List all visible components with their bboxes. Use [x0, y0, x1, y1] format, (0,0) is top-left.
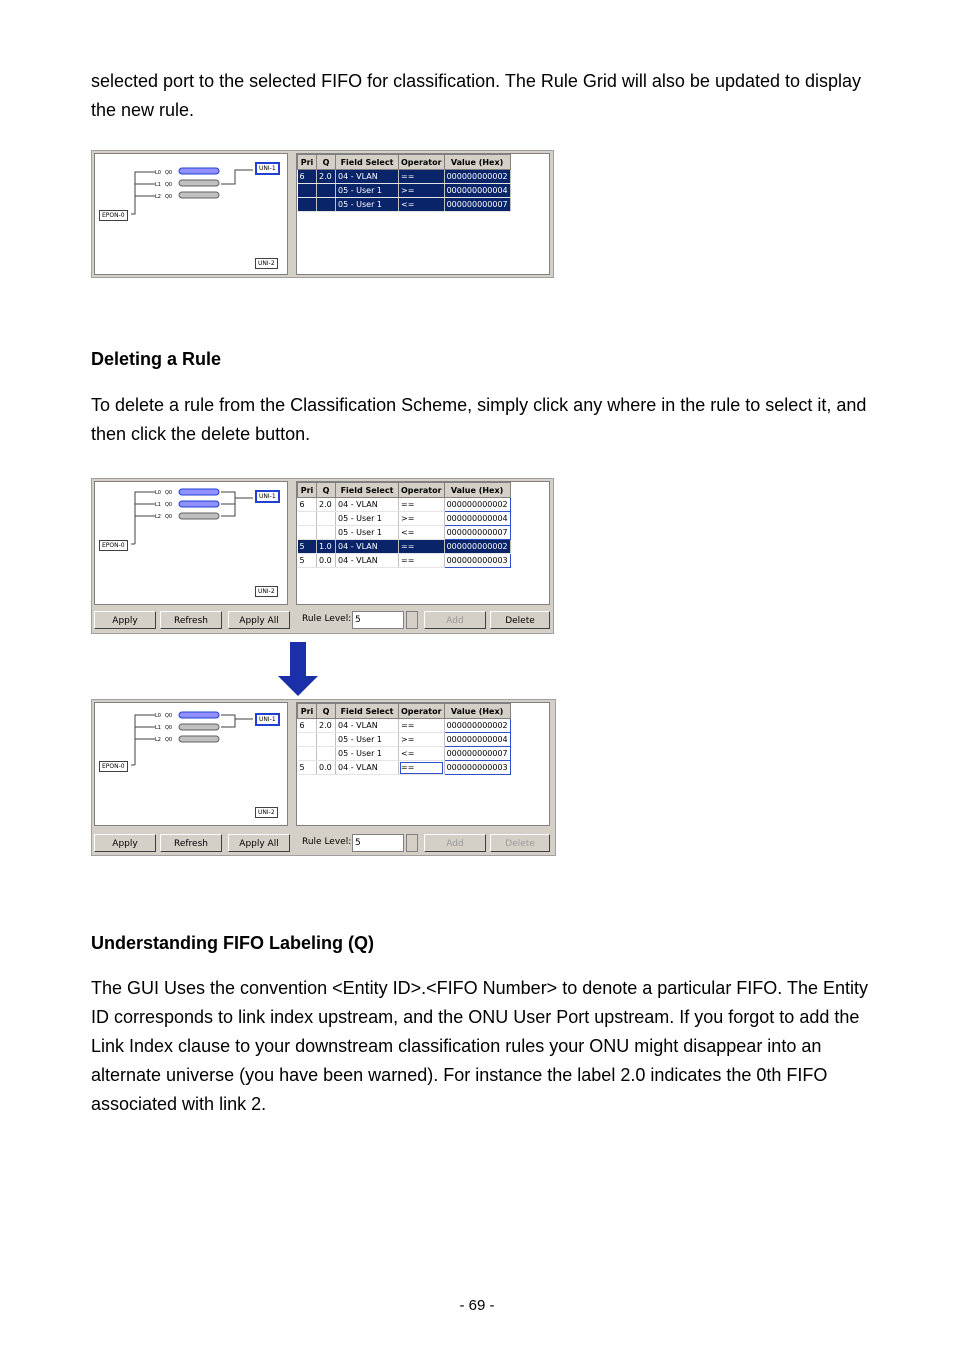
table-row[interactable]: [298, 554, 511, 568]
col-value[interactable]: Value (Hex): [444, 704, 510, 719]
rule-grid[interactable]: [296, 481, 550, 605]
link-label: L1: [155, 502, 161, 508]
cell-value: 000000000002: [444, 540, 510, 554]
intro-paragraph: selected port to the selected FIFO for classification. The Rule Grid will also be updated to display the new rule.: [91, 71, 862, 120]
cell-field: 04 - VLAN: [336, 498, 399, 512]
cell-op: <=: [399, 198, 445, 212]
cell-value: 000000000007: [444, 198, 510, 212]
table-row[interactable]: [298, 719, 511, 733]
cell-value: 000000000003: [444, 761, 510, 775]
table-row[interactable]: [298, 498, 511, 512]
apply-button[interactable]: Apply: [94, 834, 156, 852]
fifo-bar: [179, 736, 219, 742]
fifo-label: Q0: [165, 502, 173, 508]
col-field-select[interactable]: Field Select: [336, 704, 399, 719]
uni2-node[interactable]: UNI-2: [255, 807, 278, 818]
fifo-bar: [179, 192, 219, 198]
link-label: L2: [155, 737, 161, 743]
cell-q: [317, 198, 336, 212]
cell-op: >=: [399, 733, 445, 747]
cell-value: 000000000003: [444, 554, 510, 568]
add-button[interactable]: Add: [424, 611, 486, 629]
classification-diagram: [94, 481, 288, 605]
rule-level-spinner[interactable]: [406, 834, 418, 852]
cell-value: 000000000002: [444, 498, 510, 512]
col-q[interactable]: Q: [317, 483, 336, 498]
fifo-label: Q0: [165, 737, 173, 743]
fifo-bar: [179, 724, 219, 730]
apply-all-button[interactable]: Apply All: [228, 834, 290, 852]
rule-grid[interactable]: [296, 153, 550, 275]
fifo-bar: [179, 513, 219, 519]
table-row[interactable]: [298, 733, 511, 747]
screenshot-before-delete: [91, 478, 554, 634]
fifo-label: Q0: [165, 170, 173, 176]
col-value[interactable]: Value (Hex): [444, 483, 510, 498]
page-number: - 69 -: [459, 1297, 495, 1314]
col-operator[interactable]: Operator: [399, 155, 445, 170]
rule-level-label: Rule Level:: [302, 837, 352, 847]
col-pri[interactable]: Pri: [298, 483, 317, 498]
heading-fifo-labeling: Understanding FIFO Labeling (Q): [91, 933, 374, 953]
apply-button[interactable]: Apply: [94, 611, 156, 629]
cell-field: 05 - User 1: [336, 512, 399, 526]
fifo-label: Q0: [165, 490, 173, 496]
cell-pri: [298, 526, 317, 540]
fifo-bar: [179, 489, 219, 495]
cell-field: 05 - User 1: [336, 526, 399, 540]
cell-value: 000000000002: [444, 170, 510, 184]
table-row[interactable]: [298, 512, 511, 526]
grid-header: [298, 483, 511, 498]
cell-op: ==: [399, 719, 445, 733]
cell-pri: [298, 733, 317, 747]
cell-pri: [298, 512, 317, 526]
cell-op: ==: [399, 540, 445, 554]
rule-level-input[interactable]: 5: [352, 611, 404, 629]
cell-pri: [298, 747, 317, 761]
rule-level-input[interactable]: 5: [352, 834, 404, 852]
cell-field: 04 - VLAN: [336, 540, 399, 554]
rule-table: [297, 703, 511, 775]
link-label: L0: [155, 490, 161, 496]
apply-all-button[interactable]: Apply All: [228, 611, 290, 629]
delete-button[interactable]: Delete: [490, 834, 550, 852]
fifo-bar: [179, 501, 219, 507]
col-q[interactable]: Q: [317, 155, 336, 170]
cell-op: <=: [399, 526, 445, 540]
link-label: L0: [155, 170, 161, 176]
col-operator[interactable]: Operator: [399, 704, 445, 719]
grid-header: [298, 155, 511, 170]
grid-header: [298, 704, 511, 719]
cell-q: 0.0: [317, 554, 336, 568]
cell-op: >=: [399, 184, 445, 198]
fifo-bar: [179, 180, 219, 186]
uni1-node[interactable]: UNI-1: [255, 713, 280, 726]
fifo-label: Q0: [165, 182, 173, 188]
cell-pri: 5: [298, 540, 317, 554]
delete-button[interactable]: Delete: [490, 611, 550, 629]
refresh-button[interactable]: Refresh: [160, 611, 222, 629]
cell-q: [317, 526, 336, 540]
cell-op: ==: [399, 761, 445, 775]
screenshot-after-delete: [91, 699, 556, 856]
table-row-selected[interactable]: [298, 540, 511, 554]
refresh-button[interactable]: Refresh: [160, 834, 222, 852]
cell-pri: 6: [298, 498, 317, 512]
table-row[interactable]: [298, 747, 511, 761]
col-value[interactable]: Value (Hex): [444, 155, 510, 170]
cell-field: 04 - VLAN: [336, 761, 399, 775]
cell-value: 000000000004: [444, 733, 510, 747]
cell-q: 1.0: [317, 540, 336, 554]
cell-op: <=: [399, 747, 445, 761]
table-row[interactable]: [298, 761, 511, 775]
uni2-node[interactable]: UNI-2: [255, 258, 278, 269]
col-q[interactable]: Q: [317, 704, 336, 719]
fifo-label: Q0: [165, 725, 173, 731]
rule-table: [297, 482, 511, 568]
cell-value: 000000000002: [444, 719, 510, 733]
cell-pri: [298, 198, 317, 212]
fifo-bar: [179, 712, 219, 718]
epon-node[interactable]: EPON-0: [99, 210, 128, 221]
col-field-select[interactable]: Field Select: [336, 483, 399, 498]
heading-deleting-rule: Deleting a Rule: [91, 349, 222, 369]
cell-pri: 5: [298, 761, 317, 775]
fifo-bar: [179, 168, 219, 174]
cell-pri: [298, 184, 317, 198]
cell-field: 04 - VLAN: [336, 554, 399, 568]
cell-q: 2.0: [317, 498, 336, 512]
uni1-node[interactable]: UNI-1: [255, 490, 280, 503]
uni2-node[interactable]: UNI-2: [255, 586, 278, 597]
cell-op: ==: [399, 498, 445, 512]
link-label: L2: [155, 514, 161, 520]
fifo-paragraph: The GUI Uses the convention <Entity ID>.<FIFO Number> to denote a particular FIFO. The Entity ID corresponds to link index upstream, and the ONU User Port upstream. If you forgot to add the Link Index clause to your downstream classification rules your ONU might disappear into an alternate universe (you have been warned). For instance the label 2.0 indicates the 0th FIFO associated with link 2.: [91, 978, 869, 1114]
cell-value: 000000000007: [444, 747, 510, 761]
fifo-label: Q0: [165, 713, 173, 719]
rule-table: [297, 154, 511, 212]
table-row[interactable]: [298, 184, 511, 198]
cell-op: ==: [399, 170, 445, 184]
uni1-node[interactable]: UNI-1: [255, 162, 280, 175]
cell-pri: 6: [298, 170, 317, 184]
cell-q: 2.0: [317, 170, 336, 184]
col-operator[interactable]: Operator: [399, 483, 445, 498]
action-toolbar: [94, 834, 550, 854]
cell-op: >=: [399, 512, 445, 526]
cell-pri: 6: [298, 719, 317, 733]
col-field-select[interactable]: Field Select: [336, 155, 399, 170]
epon-node[interactable]: EPON-0: [99, 540, 128, 551]
classification-diagram: [94, 153, 288, 275]
epon-node[interactable]: EPON-0: [99, 761, 128, 772]
cell-value: 000000000004: [444, 184, 510, 198]
col-pri[interactable]: Pri: [298, 704, 317, 719]
cell-q: [317, 747, 336, 761]
cell-field: 05 - User 1: [336, 198, 399, 212]
table-row[interactable]: [298, 198, 511, 212]
cell-q: 2.0: [317, 719, 336, 733]
down-arrow-icon: [278, 642, 318, 696]
cell-value: 000000000007: [444, 526, 510, 540]
cell-q: [317, 184, 336, 198]
cell-op: ==: [399, 554, 445, 568]
delete-paragraph: To delete a rule from the Classification Scheme, simply click any where in the rule to select it, and then click the delete button.: [91, 395, 867, 444]
col-pri[interactable]: Pri: [298, 155, 317, 170]
cell-field: 05 - User 1: [336, 184, 399, 198]
rule-grid[interactable]: [296, 702, 550, 826]
cell-field: 04 - VLAN: [336, 719, 399, 733]
action-toolbar: [94, 611, 550, 631]
link-label: L1: [155, 725, 161, 731]
fifo-label: Q0: [165, 194, 173, 200]
link-label: L1: [155, 182, 161, 188]
screenshot-rule-added: [91, 150, 554, 278]
table-row[interactable]: [298, 170, 511, 184]
cell-q: [317, 512, 336, 526]
cell-field: 05 - User 1: [336, 747, 399, 761]
rule-level-spinner[interactable]: [406, 611, 418, 629]
rule-level-label: Rule Level:: [302, 614, 352, 624]
cell-q: 0.0: [317, 761, 336, 775]
cell-q: [317, 733, 336, 747]
classification-diagram: [94, 702, 288, 826]
cell-pri: 5: [298, 554, 317, 568]
cell-field: 04 - VLAN: [336, 170, 399, 184]
cell-field: 05 - User 1: [336, 733, 399, 747]
fifo-label: Q0: [165, 514, 173, 520]
table-row[interactable]: [298, 526, 511, 540]
link-label: L0: [155, 713, 161, 719]
cell-value: 000000000004: [444, 512, 510, 526]
link-label: L2: [155, 194, 161, 200]
add-button[interactable]: Add: [424, 834, 486, 852]
